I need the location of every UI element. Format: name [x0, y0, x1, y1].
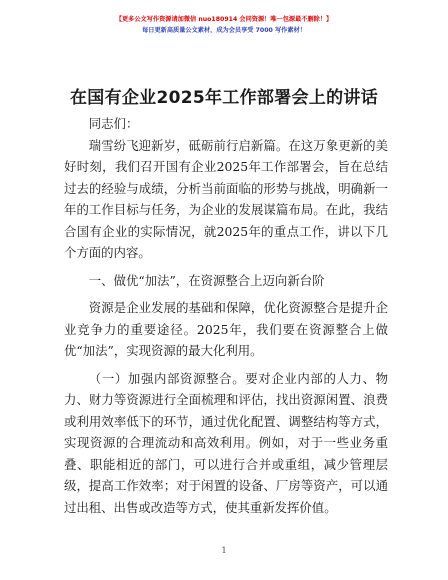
section-heading: 一、做优“加法”，在资源整合上迈向新台阶: [88, 272, 325, 288]
paragraph-intro: 瑞雪纷飞迎新岁，砥砺前行启新篇。在这万象更新的美好时刻，我们召开国有企业2025年工作部署会，旨在总结过去的经验与成绩，分析当前面临的形势与挑战，明确新一年的工作目标与任务，为企业的发展谋篇布局。在此，我结合国有企业的实际情况，就2025年的重点工作，讲以下几个方面的内容。: [64, 137, 388, 260]
document-title: 在国有企业2025年工作部署会上的讲话: [69, 88, 378, 108]
page-number: 1: [221, 546, 227, 555]
paragraph-subsection-1: （一）加强内部资源整合。要对企业内部的人力、物力、财力等资源进行全面梳理和评估，找出资源闲置、浪费或利用效率低下的环节，通过优化配置、调整结构等方式，实现资源的合理流动和高效利用。例如，对于一些业务重叠、职能相近的部门，可以进行合并或重组，减少管理层级，提高工作效率；对于闲置的设备、厂房等资产，可以通过出租、出售或改造等方式，使其重新发挥价值。: [64, 370, 388, 515]
promo-banner-line-1: 【更多公文写作资源请加微信 nuo180914 会同资源！唯一包源最不删除！】: [115, 16, 333, 23]
salutation: 同志们：: [88, 116, 139, 131]
promo-banner-line-2: 每日更新高质量公文素材，成为会员享受 7000 写作素材！: [142, 27, 306, 34]
document-body: [64, 113, 388, 518]
promo-banner: [0, 14, 448, 36]
paragraph-section-intro: 资源是企业发展的基础和保障，优化资源整合是提升企业竞争力的重要途径。2025年，我们要在资源整合上做优“加法”，实现资源的最大化利用。: [64, 300, 388, 358]
